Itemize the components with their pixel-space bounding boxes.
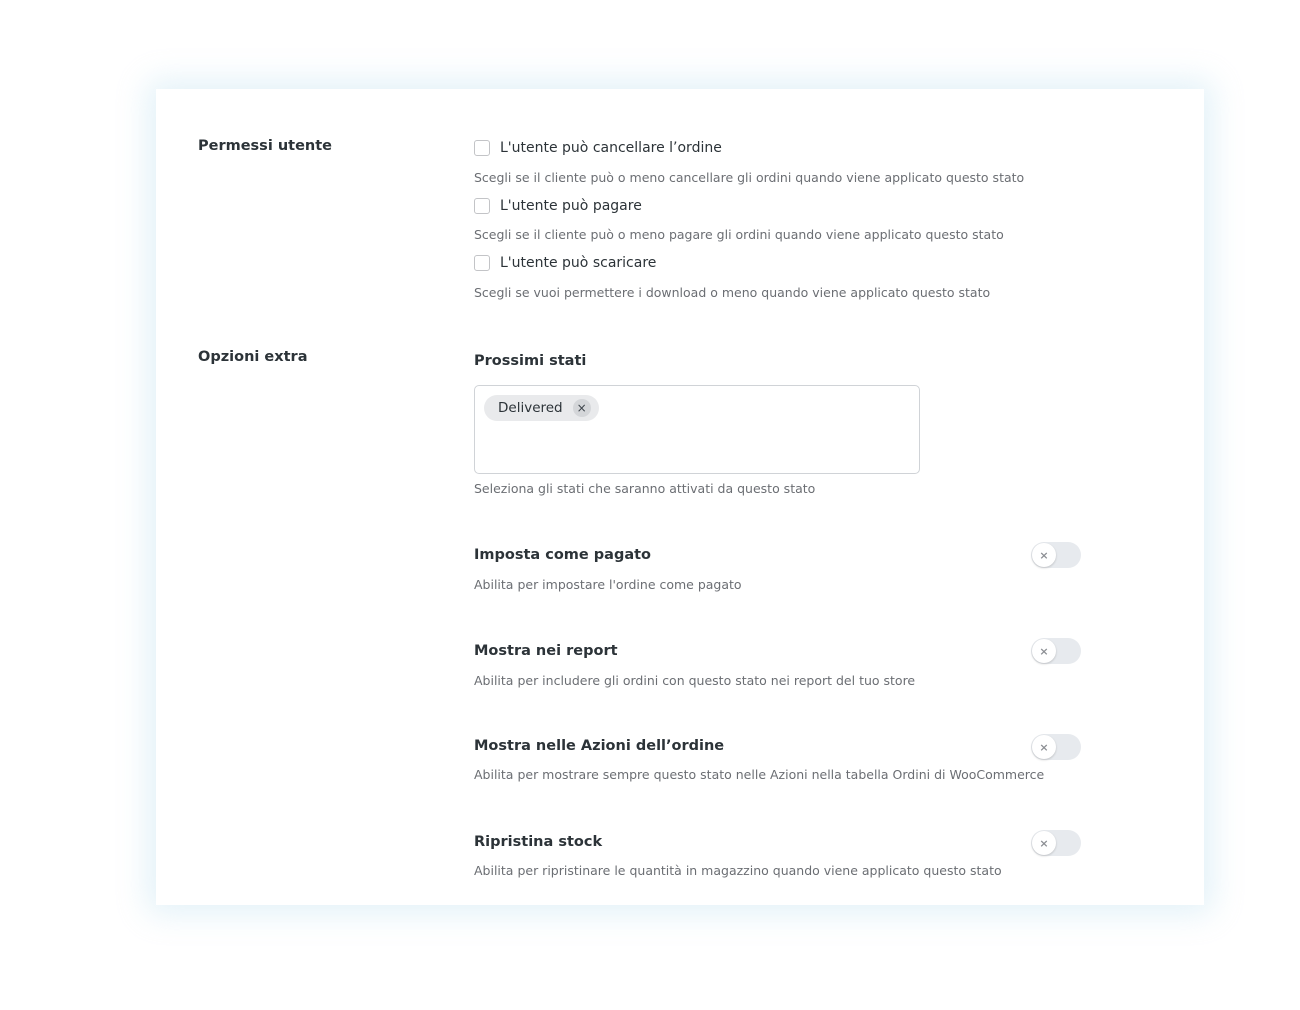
restore-stock-help: Abilita per ripristinare le quantità in magazzino quando viene applicato questo stato [474, 863, 1002, 878]
show-in-actions-help: Abilita per mostrare sempre questo stato nelle Azioni nella tabella Ordini di WooCommerce [474, 767, 1045, 782]
show-in-actions-toggle[interactable] [1031, 734, 1081, 760]
next-states-help: Seleziona gli stati che saranno attivati da questo stato [474, 481, 816, 496]
restore-stock-toggle[interactable] [1031, 830, 1081, 856]
remove-chip-icon[interactable]: × [573, 399, 591, 417]
settings-card [156, 89, 1204, 905]
pay-checkbox[interactable] [474, 198, 490, 214]
show-in-reports-help: Abilita per includere gli ordini con questo stato nei report del tuo store [474, 673, 916, 688]
set-paid-help: Abilita per impostare l'ordine come pagato [474, 577, 742, 592]
show-in-actions-title: Mostra nelle Azioni dell’ordine [474, 738, 725, 754]
next-state-chip-label: Delivered [498, 400, 563, 416]
download-permission[interactable] [474, 255, 656, 271]
download-help: Scegli se vuoi permettere i download o meno quando viene applicato questo stato [474, 285, 991, 300]
pay-permission[interactable] [474, 198, 642, 214]
pay-help: Scegli se il cliente può o meno pagare gli ordini quando viene applicato questo stato [474, 227, 1004, 242]
permissions-section-label: Permessi utente [198, 138, 333, 154]
toggle-off-icon: × [1032, 639, 1056, 663]
cancel-order-label: L'utente può cancellare l’ordine [500, 140, 722, 156]
restore-stock-title: Ripristina stock [474, 834, 603, 850]
cancel-order-help: Scegli se il cliente può o meno cancellare gli ordini quando viene applicato questo stato [474, 170, 1025, 185]
cancel-order-checkbox[interactable] [474, 140, 490, 156]
extra-options-section-label: Opzioni extra [198, 349, 308, 365]
next-state-chip [484, 395, 599, 421]
next-states-select[interactable] [474, 385, 920, 474]
set-paid-title: Imposta come pagato [474, 547, 652, 563]
set-paid-toggle[interactable] [1031, 542, 1081, 568]
show-in-reports-title: Mostra nei report [474, 643, 618, 659]
next-states-title: Prossimi stati [474, 353, 587, 369]
show-in-reports-toggle[interactable] [1031, 638, 1081, 664]
toggle-off-icon: × [1032, 831, 1056, 855]
cancel-order-permission[interactable] [474, 140, 722, 156]
toggle-off-icon: × [1032, 543, 1056, 567]
download-label: L'utente può scaricare [500, 255, 657, 271]
download-checkbox[interactable] [474, 255, 490, 271]
pay-label: L'utente può pagare [500, 198, 642, 214]
toggle-off-icon: × [1032, 735, 1056, 759]
